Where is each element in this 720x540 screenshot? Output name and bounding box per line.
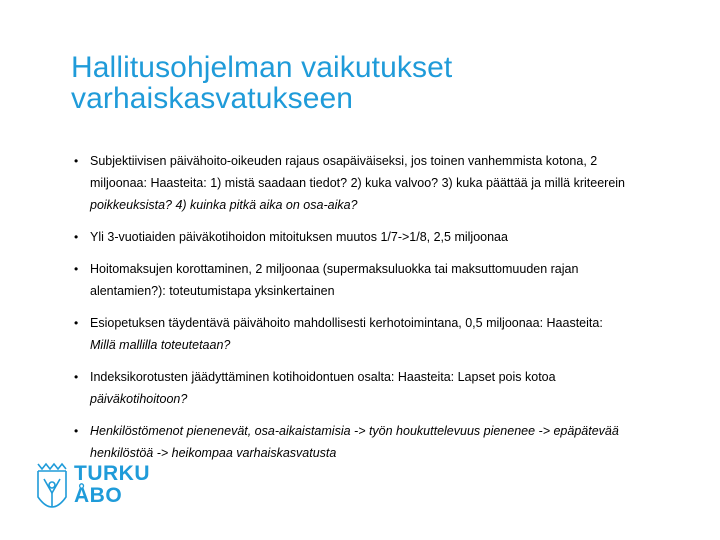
bullet-line: • Henkilöstömenot pienenevät, osa-aikaistamisia -> työn houkuttelevuus pienenee -> epäpätevää (90, 424, 619, 438)
bullet-line: • Yli 3-vuotiaiden päiväkotihoidon mitoituksen muutos 1/7->1/8, 2,5 miljoonaa (90, 230, 508, 244)
bullet-item (74, 420, 654, 464)
logo-wordmark (74, 463, 150, 507)
bullet-line: miljoonaa: Haasteita: 1) mistä saadaan tiedot? 2) kuka valvoo? 3) kuka päättää ja millä kriteerein (90, 176, 626, 190)
bullet-item (74, 258, 654, 302)
bullet-line: • Indeksikorotusten jäädyttäminen kotihoidontuen osalta: Haasteita: Lapset pois kotoa (90, 370, 556, 384)
bullet-list (74, 150, 654, 474)
bullet-item (74, 312, 654, 356)
logo-line-2: ÅBO (74, 484, 123, 507)
bullet-line: • Subjektiivisen päivähoito-oikeuden rajaus osapäiväiseksi, jos toinen vanhemmista kotona, 2 (90, 154, 598, 168)
logo-line-1: TURKU (74, 462, 150, 485)
bullet-line: henkilöstöä -> heikompaa varhaiskasvatusta (90, 446, 337, 460)
bullet-line: • Hoitomaksujen korottaminen, 2 miljoonaa (supermaksuluokka tai maksuttomuuden rajan (90, 262, 579, 276)
turku-abo-logo (34, 461, 150, 521)
turku-coat-of-arms-icon (34, 461, 70, 519)
slide-title-line-1: Hallitusohjelman vaikutukset (71, 51, 453, 84)
bullet-item (74, 366, 654, 410)
bullet-item (74, 150, 654, 216)
bullet-line: • Esiopetuksen täydentävä päivähoito mahdollisesti kerhotoimintana, 0,5 miljoonaa: Haasteita: (90, 316, 603, 330)
bullet-line: poikkeuksista? 4) kuinka pitkä aika on osa-aika? (90, 198, 358, 212)
bullet-item (74, 226, 654, 248)
slide-title-line-2: varhaiskasvatukseen (71, 82, 354, 115)
bullet-line: päiväkotihoitoon? (90, 392, 188, 406)
bullet-line: Millä mallilla toteutetaan? (90, 338, 231, 352)
slide-title (71, 52, 671, 114)
bullet-line: alentamien?): toteutumistapa yksinkertainen (90, 284, 335, 298)
